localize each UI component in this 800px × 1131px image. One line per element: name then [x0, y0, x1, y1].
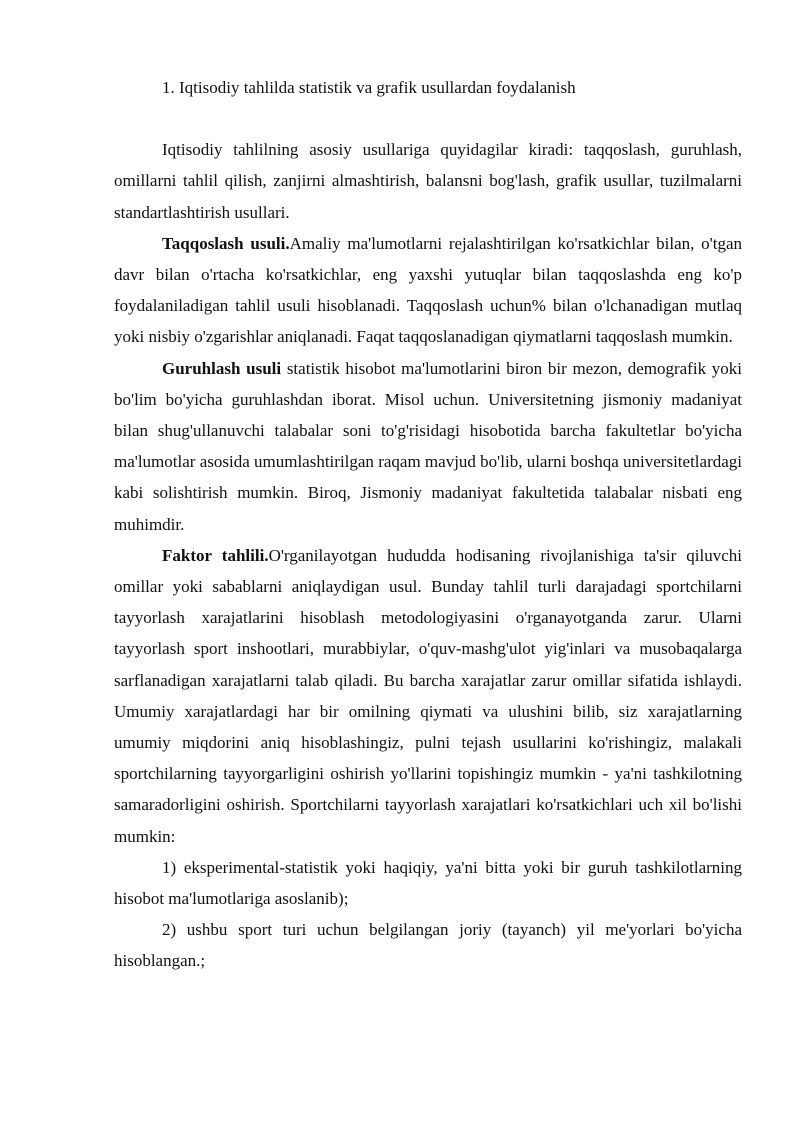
list-item: 2) ushbu sport turi uchun belgilangan joriy (tayanch) yil me'yorlari bo'yicha hisoblangan.;: [114, 920, 742, 971]
factor-term: Faktor tahlili.: [162, 545, 269, 565]
factor-text: O'rganilayotgan hududda hodisaning rivojlanishiga ta'sir qiluvchi omillar yoki sabablarni aniqlaydigan usul. Bunday tahlil turli darajadagi sportchilarni tayyorlash xarajatlarini hisoblash metodologiyasini o'rganayotganda zarur. Ularni tayyorlash sport inshootlari, murabbiylar, o'quv-mashg'ulot yig'inlari va musobaqalarga sarflanadigan xarajatlarni talab qiladi. Bu barcha xarajatlar zarur omillar sifatida ishlaydi. Umumiy xarajatlardagi har bir omilning qiymati va ulushini bilib, siz xarajatlarning umumiy miqdorini aniq hisoblashingiz, pulni tejash usullarini ko'rishingiz, malakali sportchilarning tayyorgarligini oshirish yo'llarini topishingiz mumkin - ya'ni tashkilotning samaradorligini oshirish. Sportchilarni tayyorlash xarajatlari ko'rsatkichlari uch xil bo'lishi mumkin:: [114, 545, 743, 846]
document-page: [114, 72, 742, 977]
factor-paragraph: [114, 540, 742, 852]
comparison-paragraph: [114, 228, 742, 353]
comparison-text: Amaliy ma'lumotlarni rejalashtirilgan ko'rsatkichlar bilan, o'tgan davr bilan o'rtacha ko'rsatkichlar, eng yaxshi yutuqlar bilan taqqoslashda eng ko'p foydalaniladigan tahlil usuli hisoblanadi. Taqqoslash uchun% bilan o'lchanadigan mutlaq yoki nisbiy o'zgarishlar aniqlanadi. Faqat taqqoslanadigan qiymatlarni taqqoslash mumkin.: [114, 233, 742, 347]
grouping-term: Guruhlash usuli: [162, 358, 282, 378]
grouping-paragraph: [114, 353, 742, 540]
grouping-text: statistik hisobot ma'lumotlarini biron bir mezon, demografik yoki bo'lim bo'yicha guruhlashdan iborat. Misol uchun. Universitetning jismoniy madaniyat bilan shug'ullanuvchi talabalar soni to'g'risidagi hisobotida barcha fakultetlar bo'yicha ma'lumotlar asosida umumlashtirilgan raqam mavjud bo'lib, ularni boshqa universitetlardagi kabi solishtirish mumkin. Biroq, Jismoniy madaniyat fakultetida talabalar nisbati eng muhimdir.: [114, 358, 742, 534]
section-heading: 1. Iqtisodiy tahlilda statistik va grafik usullardan foydalanish: [162, 78, 576, 97]
comparison-term: Taqqoslash usuli.: [162, 233, 290, 253]
intro-paragraph: Iqtisodiy tahlilning asosiy usullariga quyidagilar kiradi: taqqoslash, guruhlash, omillarni tahlil qilish, zanjirni almashtirish, balansni bog'lash, grafik usullar, tuzilmalarni standartlashtirish usullari.: [114, 140, 742, 222]
list-item: 1) eksperimental-statistik yoki haqiqiy, ya'ni bitta yoki bir guruh tashkilotlarning hisobot ma'lumotlariga asoslanib);: [114, 857, 742, 909]
